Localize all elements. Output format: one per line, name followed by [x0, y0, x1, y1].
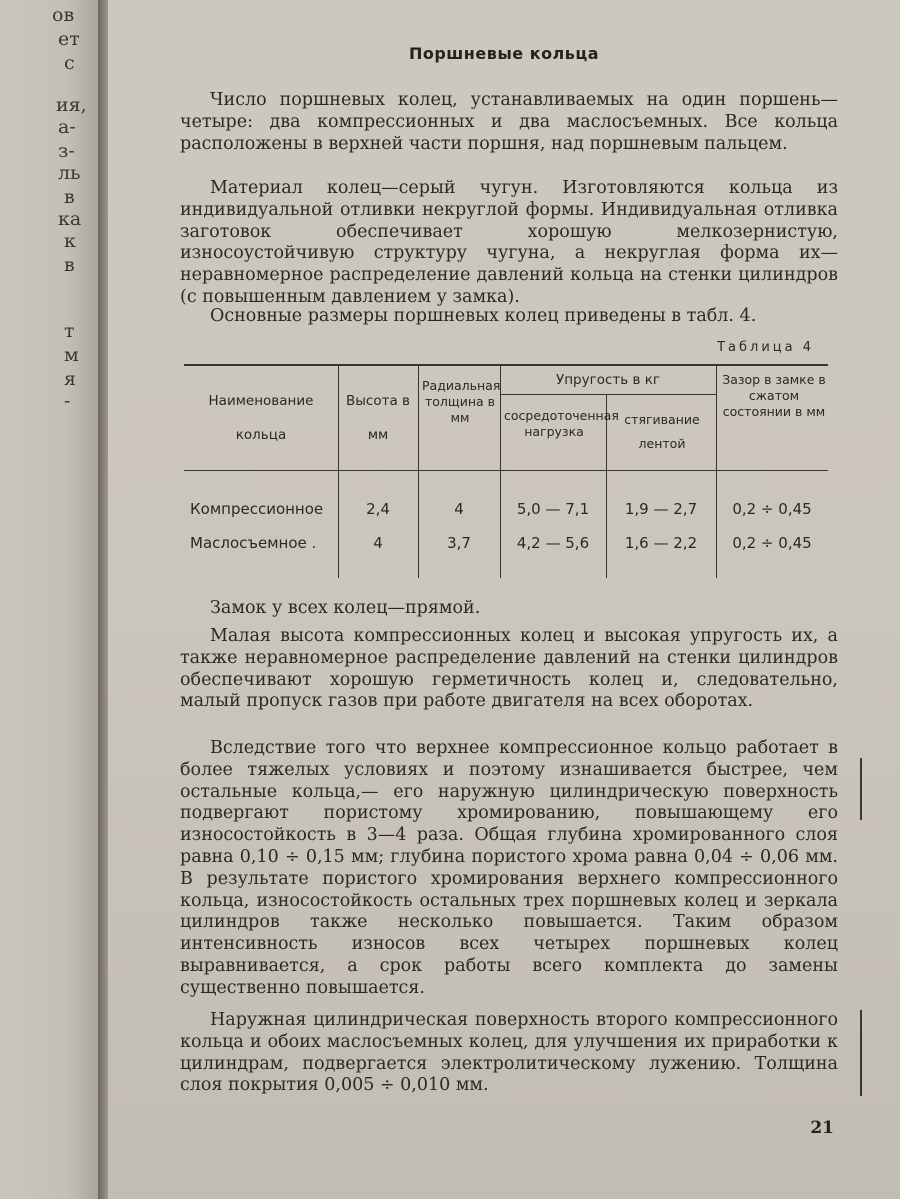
- table-subheader-rule: [500, 394, 716, 395]
- left-page-fragment: а-: [58, 116, 76, 138]
- paragraph: Наружная цилиндрическая поверхность второго компрессионного кольца и обоих маслосъемных колец, для улучшения их приработки к цилиндрам, подвергается электролитическому лужению. Толщина слоя покрытия 0,005 ÷ 0,010 мм.: [180, 1010, 838, 1096]
- row-label-compression: Компрессионное: [190, 500, 324, 518]
- cell-concentrated: 5,0 — 7,1: [516, 500, 590, 518]
- left-page-fragment: в: [64, 254, 75, 276]
- left-page-fragment: ка: [58, 208, 82, 230]
- cell-band: 1,6 — 2,2: [624, 534, 698, 552]
- header-elasticity: Упругость в кг: [556, 372, 660, 388]
- table-column-rule: [716, 366, 717, 578]
- left-page-fragment: в: [64, 186, 75, 208]
- left-page-fragment: т: [64, 320, 75, 342]
- paragraph: Малая высота компрессионных колец и высокая упругость их, а также неравномерное распределение давлений на стенки цилиндров обеспечивают хорошую герметичность колец и, следовательно, малый пропуск газов при работе двигателя на всех оборотах.: [180, 626, 838, 712]
- cell-height: 4: [373, 534, 383, 552]
- cell-band: 1,9 — 2,7: [624, 500, 698, 518]
- header-band-tension: стягивание лентой: [624, 412, 700, 451]
- book-gutter: [98, 0, 108, 1199]
- header-ring-name: Наименование кольца: [208, 393, 314, 443]
- cell-gap: 0,2 ÷ 0,45: [732, 534, 812, 552]
- left-page-fragment: к: [64, 230, 76, 252]
- row-label-oil: Маслосъемное .: [190, 534, 317, 552]
- paragraph: Материал колец—серый чугун. Изготовляются кольца из индивидуальной отливки некруглой формы. Индивидуальная отливка заготовок обеспечивает хорошую мелкозернистую, износоустойчивую структуру чугуна, а некруглая форма их— неравномерное распределение давлений кольца на стенки цилиндров (с повышенным давлением у замка).: [180, 178, 838, 307]
- left-page-fragment: с: [64, 52, 75, 74]
- header-radial-thickness: Радиальная толщина в мм: [422, 378, 501, 425]
- left-page-fragment: ия,: [56, 94, 87, 116]
- table-column-rule: [338, 366, 339, 578]
- left-page-fragment: ет: [58, 28, 80, 50]
- margin-mark: [860, 758, 862, 820]
- left-page-fragment: ль: [58, 162, 81, 184]
- cell-gap: 0,2 ÷ 0,45: [732, 500, 812, 518]
- cell-height: 2,4: [366, 500, 390, 518]
- left-page-fragment: з-: [58, 140, 75, 162]
- left-page-fragment: м: [64, 344, 79, 366]
- cell-radial: 4: [454, 500, 464, 518]
- left-page-fragment: ов: [52, 4, 75, 26]
- margin-mark: [860, 1010, 862, 1096]
- header-height: Высота в мм: [346, 393, 410, 443]
- dimensions-table: [184, 364, 828, 578]
- cell-concentrated: 4,2 — 5,6: [516, 534, 590, 552]
- running-title: Поршневые кольца: [408, 44, 600, 63]
- table-column-rule: [418, 366, 419, 578]
- paragraph: Замок у всех колец—прямой.: [210, 598, 481, 618]
- page-number: 21: [810, 1118, 834, 1138]
- paragraph: Вследствие того что верхнее компрессионное кольцо работает в более тяжелых условиях и поэтому изнашивается быстрее, чем остальные кольца,— его наружную цилиндрическую поверхность подвергают пористому хромированию, повышающему его износостойкость в 3—4 раза. Общая глубина хромированного слоя равна 0,10 ÷ 0,15 мм; глубина пористого хрома равна 0,04 ÷ 0,06 мм. В результате пористого хромирования верхнего компрессионного кольца, износостойкость остальных трех поршневых колец и зеркала цилиндров также несколько повышается. Таким образом интенсивность износов всех четырех поршневых колец выравнивается, а срок работы всего комплекта до замены существенно повышается.: [180, 738, 838, 998]
- table-header-rule: [184, 470, 828, 471]
- header-concentrated-load: сосредоточенная нагрузка: [504, 408, 619, 439]
- left-page-fragment: -: [64, 390, 71, 412]
- book-page: [108, 0, 900, 1199]
- cell-radial: 3,7: [447, 534, 471, 552]
- header-gap: Зазор в замке в сжатом состоянии в мм: [722, 372, 826, 419]
- left-page-fragment: я: [64, 368, 76, 390]
- table-column-rule: [500, 366, 501, 578]
- paragraph: Основные размеры поршневых колец приведены в табл. 4.: [210, 306, 757, 326]
- paragraph: Число поршневых колец, устанавливаемых на один поршень—четыре: два компрессионных и два маслосъемных. Все кольца расположены в верхней части поршня, над поршневым пальцем.: [180, 90, 838, 154]
- table-caption: Таблица 4: [717, 340, 814, 355]
- left-page-edge: [0, 0, 98, 1199]
